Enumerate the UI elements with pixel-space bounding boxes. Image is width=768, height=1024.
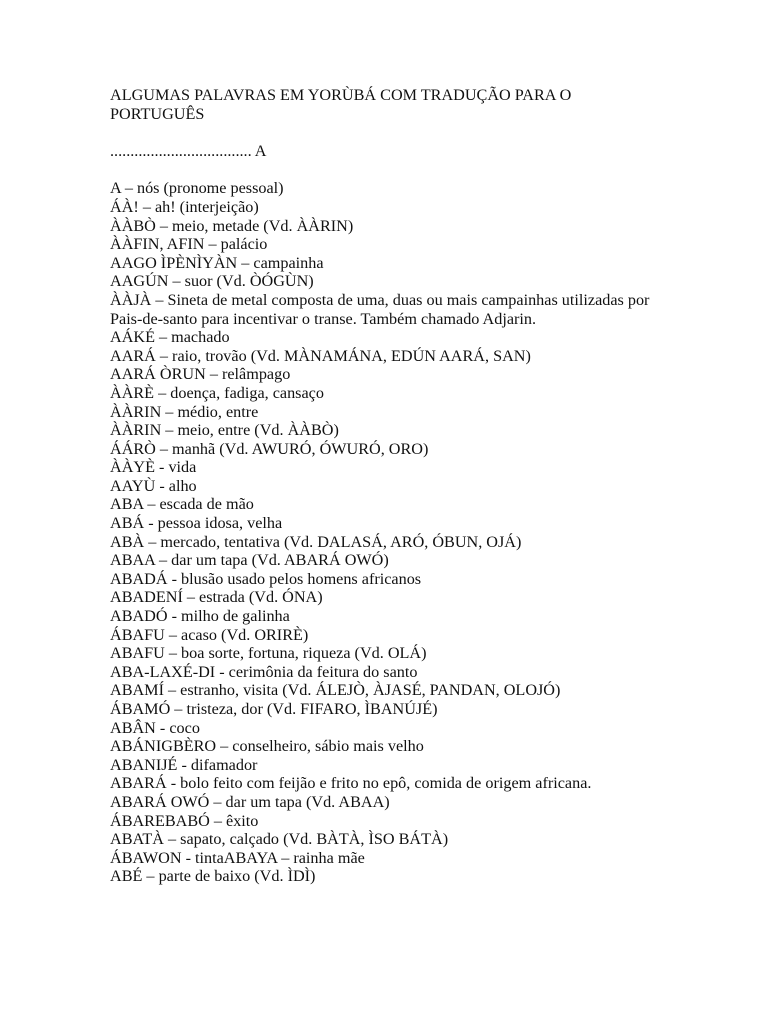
- list-item: ABADÁ - blusão usado pelos homens africanos: [110, 569, 422, 588]
- list-item: ABÀ – mercado, tentativa (Vd. DALASÁ, ARÓ, ÓBUN, OJÁ): [110, 532, 522, 551]
- list-item: ABA – escada de mão: [110, 495, 254, 514]
- list-item: ÁBAREBABÓ – êxito: [110, 811, 259, 830]
- list-item: ÁÁRÒ – manhã (Vd. AWURÓ, ÓWURÓ, ORO): [110, 439, 429, 458]
- list-item: ABÉ – parte de baixo (Vd. ÌDÌ): [110, 867, 316, 886]
- section-header: ................................... A: [110, 142, 267, 161]
- list-item: ABADÓ - milho de galinha: [110, 607, 290, 626]
- list-item: ABANIJÉ - difamador: [110, 755, 258, 774]
- list-item: ABAA – dar um tapa (Vd. ABARÁ OWÓ): [110, 551, 389, 570]
- list-item: ABÁ - pessoa idosa, velha: [110, 514, 283, 533]
- document-page: [110, 86, 650, 886]
- list-item: ABAFU – boa sorte, fortuna, riqueza (Vd. OLÁ): [110, 644, 427, 663]
- list-item: AAGO ÌPÈNÌYÀN – campainha: [110, 253, 324, 272]
- list-item: ABÁNIGBÈRO – conselheiro, sábio mais velho: [110, 737, 424, 756]
- list-item: AAYÙ - alho: [110, 476, 197, 495]
- list-item: ÀÀYÈ - vida: [110, 458, 197, 477]
- list-item: A – nós (pronome pessoal): [110, 179, 284, 198]
- list-item: ÀÀRIN – meio, entre (Vd. ÀÀBÒ): [110, 421, 339, 440]
- list-item: AÁKÉ – machado: [110, 328, 230, 347]
- list-item: ABADENÍ – estrada (Vd. ÓNA): [110, 588, 323, 607]
- list-item: ABA-LAXÉ-DI - cerimônia da feitura do santo: [110, 662, 418, 681]
- list-item: AAGÚN – suor (Vd. ÒÓGÙN): [110, 272, 314, 291]
- list-item: ÁBAFU – acaso (Vd. ORIRÈ): [110, 625, 309, 644]
- list-item: ABARÁ - bolo feito com feijão e frito no epô, comida de origem africana.: [110, 774, 592, 793]
- list-item: ÀÀBÒ – meio, metade (Vd. ÀÀRIN): [110, 216, 354, 235]
- list-item: ÀÀJÀ – Sineta de metal composta de uma, duas ou mais campainhas utilizadas por Pais-de-santo para incentivar o transe. Também chamado Adjarin.: [110, 290, 650, 328]
- list-item: ABAMÍ – estranho, visita (Vd. ÁLEJÒ, ÀJASÉ, PANDAN, OLOJÓ): [110, 681, 561, 700]
- list-item: ÀÀFIN, AFIN – palácio: [110, 235, 268, 254]
- document-title: ALGUMAS PALAVRAS EM YORÙBÁ COM TRADUÇÃO PARA O PORTUGUÊS: [110, 86, 572, 123]
- list-item: ÁBAWON - tintaABAYA – rainha mãe: [110, 848, 365, 867]
- list-item: ÀÀRIN – médio, entre: [110, 402, 259, 421]
- list-item: ABATÀ – sapato, calçado (Vd. BÀTÀ, ÌSO BÁTÀ): [110, 830, 449, 849]
- list-item: AARÁ – raio, trovão (Vd. MÀNAMÁNA, EDÚN AARÁ, SAN): [110, 346, 531, 365]
- list-item: ÁÀ! – ah! (interjeição): [110, 197, 259, 216]
- list-item: ABARÁ OWÓ – dar um tapa (Vd. ABAA): [110, 792, 390, 811]
- entry-list: [110, 179, 650, 886]
- list-item: AARÁ ÒRUN – relâmpago: [110, 365, 291, 384]
- list-item: ABÂN - coco: [110, 718, 200, 737]
- list-item: ÀÀRÈ – doença, fadiga, cansaço: [110, 383, 324, 402]
- list-item: ÁBAMÓ – tristeza, dor (Vd. FIFARO, ÌBANÚJÉ): [110, 700, 438, 718]
